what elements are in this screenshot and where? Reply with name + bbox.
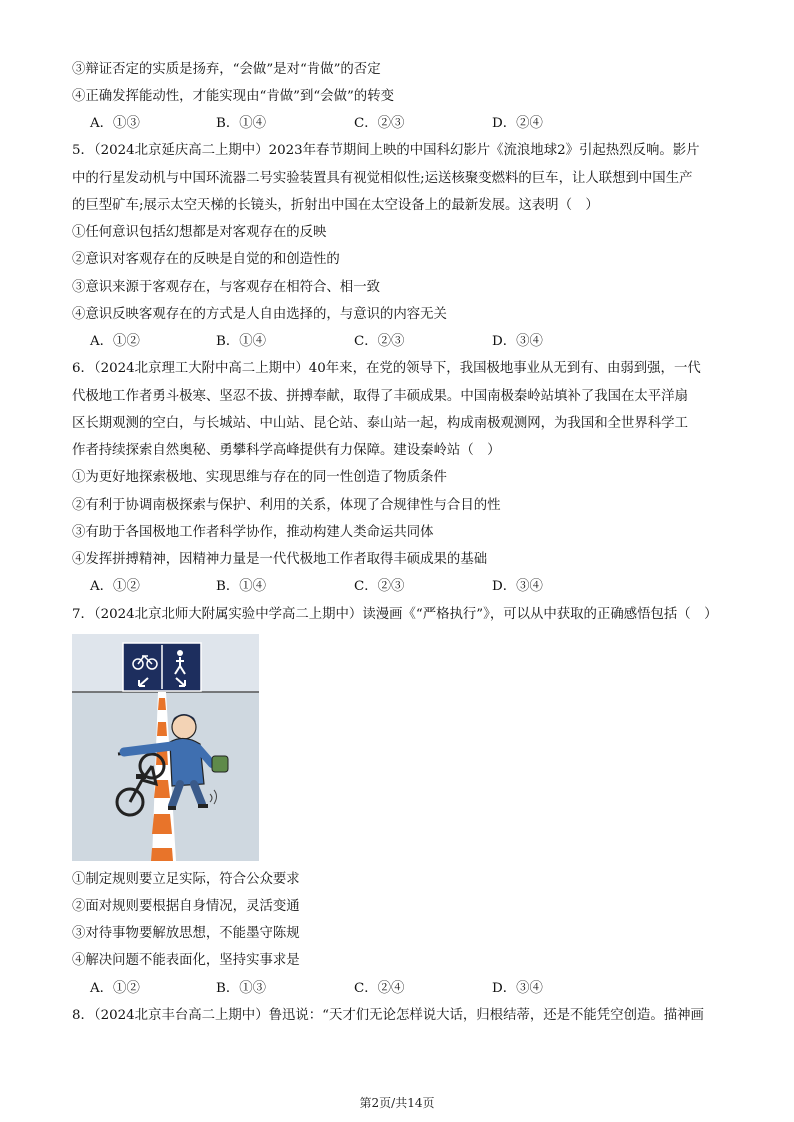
question-stem: 代极地工作者勇斗极寒、坚忍不拔、拼搏奉献，取得了丰硕成果。中国南极秦岭站填补了我国在太平洋扇 <box>72 389 688 404</box>
question-stem: 作者持续探索自然奥秘、勇攀科学高峰提供有力保障。建设秦岭站（ ） <box>72 443 501 458</box>
statement: ④正确发挥能动性，才能实现由“肯做”到“会做”的转变 <box>72 89 394 104</box>
options-row <box>90 334 543 350</box>
question-stem: 5．（2024北京延庆高二上期中）2023年春节期间上映的中国科幻影片《流浪地球2》引起热烈反响。影片 <box>72 143 700 158</box>
question-stem: 8．（2024北京丰台高二上期中）鲁迅说：“天才们无论怎样说大话，归根结蒂，还是不能凭空创造。描神画 <box>72 1008 704 1023</box>
option-a: A．①③ <box>90 116 140 131</box>
statement: ③辩证否定的实质是扬弃，“会做”是对“肯做”的否定 <box>72 62 381 77</box>
comic-strict-enforcement <box>72 634 259 861</box>
question-stem: 6．（2024北京理工大附中高二上期中）40年来，在党的领导下，我国极地事业从无到有、由弱到强，一代 <box>72 361 701 376</box>
statement: ③有助于各国极地工作者科学协作，推动构建人类命运共同体 <box>72 525 434 540</box>
statement: ③意识来源于客观存在，与客观存在相符合、相一致 <box>72 280 380 295</box>
option-b: B．①④ <box>216 116 267 131</box>
option-a: A．①② <box>90 579 140 594</box>
statement: ②意识对客观存在的反映是自觉的和创造性的 <box>72 252 340 267</box>
option-d: D．③④ <box>492 981 543 996</box>
statement: ④发挥拼搏精神，因精神力量是一代代极地工作者取得丰硕成果的基础 <box>72 552 488 567</box>
statement: ②面对规则要根据自身情况，灵活变通 <box>72 899 300 914</box>
options-row <box>90 579 543 595</box>
options-row <box>90 981 543 997</box>
statement: ①任何意识包括幻想都是对客观存在的反映 <box>72 225 327 240</box>
option-d: D．③④ <box>492 334 543 349</box>
question-stem: 中的行星发动机与中国环流器二号实验装置具有视觉相似性;运送核聚变燃料的巨车，让人联想到中国生产 <box>72 171 693 186</box>
statement: ④解决问题不能表面化，坚持实事求是 <box>72 953 300 968</box>
traffic-sign-icon <box>123 643 201 691</box>
option-a: A．①② <box>90 981 140 996</box>
question-stem: 7．（2024北京北师大附属实验中学高二上期中）读漫画《“严格执行”》，可以从中获取的正确感悟包括（ ） <box>72 607 718 622</box>
question-stem: 的巨型矿车;展示太空天梯的长镜头，折射出中国在太空设备上的最新发展。这表明（ ） <box>72 198 599 213</box>
question-stem: 区长期观测的空白，与长城站、中山站、昆仑站、泰山站一起，构成南极观测网，为我国和全世界科学工 <box>72 416 688 431</box>
option-b: B．①③ <box>216 981 267 996</box>
page-number: 第2页/共14页 <box>359 1096 435 1110</box>
option-c: C．②③ <box>354 334 405 349</box>
option-c: C．②③ <box>354 579 405 594</box>
statement: ①制定规则要立足实际，符合公众要求 <box>72 872 300 887</box>
option-c: C．②③ <box>354 116 405 131</box>
option-d: D．③④ <box>492 579 543 594</box>
option-d: D．②④ <box>492 116 543 131</box>
comic-illustration <box>72 634 259 861</box>
options-row <box>90 116 543 132</box>
option-a: A．①② <box>90 334 140 349</box>
statement: ②有利于协调南极探索与保护、利用的关系，体现了合规律性与合目的性 <box>72 498 501 513</box>
option-c: C．②④ <box>354 981 405 996</box>
option-b: B．①④ <box>216 579 267 594</box>
option-b: B．①④ <box>216 334 267 349</box>
statement: ①为更好地探索极地、实现思维与存在的同一性创造了物质条件 <box>72 470 447 485</box>
statement: ④意识反映客观存在的方式是人自由选择的，与意识的内容无关 <box>72 307 447 322</box>
statement: ③对待事物要解放思想，不能墨守陈规 <box>72 926 300 941</box>
